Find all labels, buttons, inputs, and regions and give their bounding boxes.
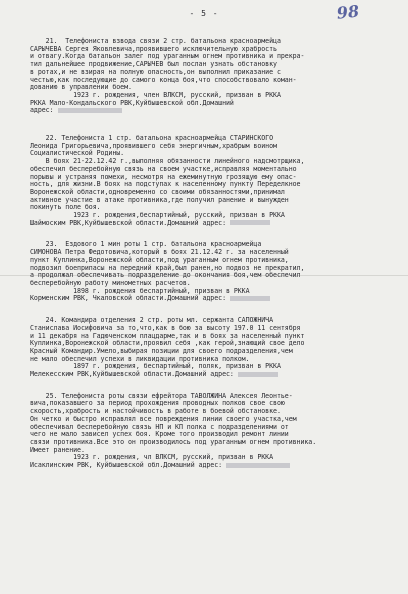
- award-list-body: [30, 38, 380, 470]
- redacted-address: [58, 108, 122, 113]
- text-line: вича,показавшего за период прохождения проводных полков свое свою: [30, 399, 285, 408]
- text-line: и отвагу.Когда батальон залег под ураганным огнем противника и прекра-: [30, 52, 305, 61]
- text-line: в ротах,и не взирая на полную опасность,он выполнил приказание с: [30, 67, 281, 76]
- text-line: обеспечивал бесперебойную связь НП и КП полка с подразделениями от: [30, 422, 289, 431]
- text-line: СИМОНОВА Петра Федотовича,который в боях 21.12.42 г. за населенный: [30, 248, 289, 257]
- page-number: - 5 -: [189, 9, 219, 18]
- text-line: порывы и устраняя помехи, несмотря на ежеминутную грозящую ему опас-: [30, 172, 297, 181]
- text-line: 1897 г. рождения, беспартийный, поляк, призван в РККА: [30, 362, 281, 371]
- text-line: связи противника.Все это он производилось под ураганным огнем противника.: [30, 437, 317, 446]
- redacted-address: [238, 372, 278, 377]
- text-line: Шаймоским РВК,Куйбышевской области.Домашний адрес:: [30, 218, 226, 227]
- text-line: подвозил боеприпасы на передний край,был ранен,но подвоз не прекратил,: [30, 263, 305, 272]
- text-line: 24. Командира отделения 2 стр. роты мл. сержанта САПОЖНИЧА: [30, 316, 274, 325]
- text-line: бесперебойную работу минометных расчетов.: [30, 278, 191, 287]
- text-line: Корменским РВК, Чкаловской области.Домашний адрес:: [30, 294, 226, 303]
- text-line: САРЫЧЕВА Сергея Яковлевича,проявившего исключительную храбрость: [30, 44, 277, 53]
- text-line: адрес:: [30, 106, 54, 115]
- text-line: ность, для жизни.В боях на подступах к населенному пункту Переделкное: [30, 180, 301, 189]
- text-line: 25. Телефониста роты связи ефрейтора ТАВОЛЖИНА Алексея Леонтье-: [30, 391, 293, 400]
- text-line: честью,как последующие до самого конца боя,что способствовало коман-: [30, 75, 297, 84]
- text-line: В боях 21-22.12.42 г.,выполняя обязанности линейного надсмотрщика,: [30, 157, 305, 166]
- redacted-address: [230, 296, 270, 301]
- text-line: Исаклинским РВК, Куйбышевской обл.Домашний адрес:: [30, 461, 223, 470]
- text-line: Куплинка,Воронежской области,проявил себя ,как герой,знающий свое дело: [30, 339, 305, 348]
- paragraph-21: [30, 38, 380, 115]
- text-line: скорость,храбрость и настойчивость в работе в боевой обстановке.: [30, 407, 281, 416]
- text-line: и 11 декабря на Гадюченском плацдарме,так и в боях за населенный пункт: [30, 331, 305, 340]
- text-line: Он четко и быстро исправлял все повреждения линии своего участка,чем: [30, 414, 297, 423]
- text-line: пункт Куплинка,Воронежской области,под ураганным огнем противника,: [30, 255, 289, 264]
- text-line: 22. Телефониста 1 стр. батальона красноармейца СТАРИНСКОГО: [30, 134, 274, 143]
- text-line: 1923 г. рождения,беспартийный, русский, призван в РККА: [30, 211, 285, 220]
- text-line: Красный Командир.Умело,выбирая позиции для своего подразделения,чем: [30, 346, 293, 355]
- text-line: обеспечил бесперебойную связь на своем участке,исправляя моментально: [30, 164, 297, 173]
- text-line: чего не мало зависел успех боя. Кроме того производил ремонт линии: [30, 430, 289, 439]
- redacted-address: [226, 463, 290, 468]
- text-line: тил дальнейшее продвижение,САРЫЧЕВ был послан узнать обстановку: [30, 60, 277, 69]
- text-line: Леонида Григорьевича,проявившего себя энергичным,храбрым воином: [30, 141, 277, 150]
- text-line: не мало обеспечил успехи в ликвидации противника полком.: [30, 354, 250, 363]
- text-line: Станислава Иосифовича за то,что,как в бою за высоту 197.0 11 сентября: [30, 323, 301, 332]
- text-line: Имеет ранение.: [30, 445, 85, 454]
- archive-stamp-number: 98: [335, 1, 360, 23]
- text-line: 21. Телефониста взвода связи 2 стр. батальона красноармейца: [30, 37, 281, 45]
- text-line: 1898 г. рождения беспартийный, призван в РККА: [30, 286, 250, 295]
- paragraph-22: [30, 135, 380, 227]
- text-line: Социалистической Родины.: [30, 149, 125, 158]
- text-line: дованию в управлении боем.: [30, 83, 132, 92]
- redacted-address: [230, 220, 270, 225]
- paragraph-24: [30, 317, 380, 379]
- paragraph-25: [30, 393, 380, 470]
- text-line: активное участие в атаке противника,где получил ранение и вынужден: [30, 195, 289, 204]
- text-line: а продолжал обеспечивать подразделение до окончания боя,чем обеспечил: [30, 271, 301, 280]
- text-line: РККА Мало-Кондальского РВК,Куйбышевской обл.Домашний: [30, 98, 234, 107]
- text-line: покинуть поле боя.: [30, 203, 101, 212]
- text-line: 1923 г. рождения, чл ВЛКСМ, русский, призван в РККА: [30, 453, 274, 462]
- text-line: 1923 г. рождения, член ВЛКСМ, русский, призван в РККА: [30, 90, 281, 99]
- paragraph-23: [30, 241, 380, 303]
- text-line: 23. Ездового 1 мин роты 1 стр. батальона красноармейца: [30, 240, 262, 249]
- text-line: Мелекесским РВК,Куйбышевской области.Домашний адрес:: [30, 370, 234, 379]
- text-line: Воронежской области,одновременно со своими обязанностями,принимал: [30, 187, 285, 196]
